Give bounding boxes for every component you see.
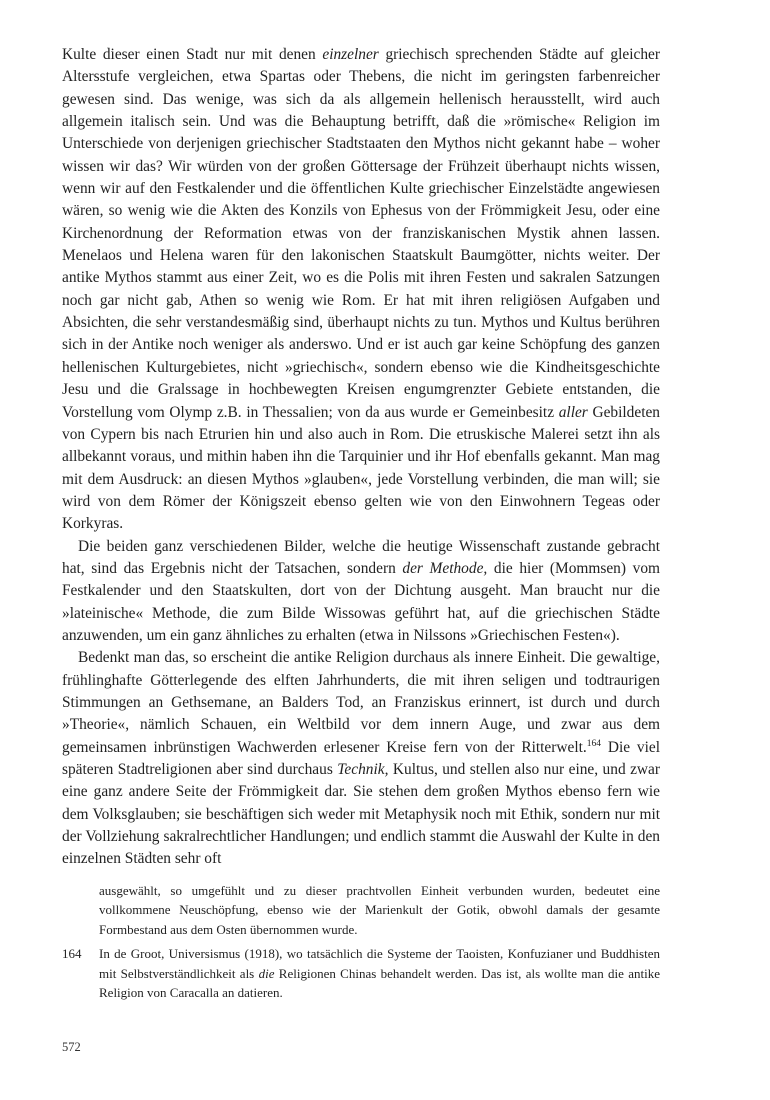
paragraph	[62, 647, 660, 870]
italic-text: Technik,	[337, 761, 389, 778]
footnote-164	[62, 944, 660, 1003]
italic-text: einzelner	[322, 46, 379, 63]
text-run: griechisch sprechenden Städte auf gleicher Altersstufe vergleichen, etwa Spartas oder Thebens, die nicht im geringsten farbenreicher gewesen sind. Das wenige, was sich da als allgemein hellenisch herausstellt, wird auch allgemein italisch sein. Und was die Behauptung betrifft, daß die »römische« Religion im Unterschiede von derjenigen griechischer Stadtstaaten den Mythos nicht gekannt habe – woher wissen wir das? Wir würden von der großen Göttersage der Frühzeit überhaupt nichts wissen, wenn wir auf den Festkalender und die öffentlichen Kulte griechischer Einzelstädte angewiesen wären, so wenig wie die Akten des Konzils von Ephesus von der Frömmigkeit Jesu, oder eine Kirchenordnung der Reformation etwas von der franziskanischen Mystik ahnen lassen. Menelaos und Helena waren für den lakonischen Staatskult Baumgötter, nichts weiter. Der antike Mythos stammt aus einer Zeit, wo es die Polis mit ihren Festen und sakralen Satzungen noch gar nicht gab, Athen so wenig wie Rom. Er hat mit ihren religiösen Aufgaben und Absichten, die sehr verstandesmäßig sind, überhaupt nichts zu tun. Mythos und Kultus berühren sich in der Antike noch weniger als anderswo. Und er ist auch gar keine Schöpfung des ganzen hellenischen Kulturgebietes, nicht »griechisch«, sondern ebenso wie die Kindheitsgeschichte Jesu und die Gralssage in hochbewegten Kreisen engumgrenzter Gebiete entstanden, die Vorstellung vom Olymp z.B. in Thessalien; von da aus wurde er Gemeinbesitz	[62, 46, 660, 421]
text-run: Die beiden ganz verschiedenen Bilder, welche die heutige Wissenschaft zustande gebracht hat, sind das Ergebnis nicht der Tatsachen, sondern	[62, 537, 660, 577]
footnote-continuation	[62, 881, 660, 940]
footnote-text	[99, 946, 660, 1000]
text-run: Kultus, und stellen also nur eine, und zwar eine ganz andere Seite der Frömmigkeit dar. Sie stehen dem großen Mythos ebenso fern wie dem Volksglauben; sie beschäftigen sich weder mit Metaphysik noch mit Ethik, sondern nur mit der Vollziehung sakralrechtlicher Handlungen; und endlich stammt die Auswahl der Kulte in den einzelnen Städten sehr oft	[62, 761, 660, 868]
text-run: Religionen Chinas behandelt werden. Das ist, als wollte man die antike Religion von Caracalla an datieren.	[99, 965, 660, 1001]
text-run: Gebildeten von Cypern bis nach Etrurien hin und also auch in Rom. Die etruskische Malerei setzt ihn als allbekannt voraus, und mithin haben ihn die Tarquinier und ihr Hof ebenfalls gekannt. Man mag mit dem Ausdruck: an diesen Mythos »glauben«, jede Vorstellung verbinden, die man will; sie wird von dem Römer der Königszeit ebenso gelten wie von den Einwohnern Tegeas oder Korkyras.	[62, 403, 660, 533]
text-run: Die viel späteren Stadtreligionen aber sind durchaus	[62, 738, 661, 778]
paragraph	[62, 536, 660, 648]
text-run: Kulte dieser einen Stadt nur mit denen	[62, 46, 323, 63]
footnote-ref: 164	[586, 738, 601, 749]
text-run: die hier (Mommsen) vom Festkalender und den Staatskulten, dort von der Dichtung ausgeht. Man braucht nur die »lateinische« Methode, die zum Bilde Wissowas geführt hat, auf die griechischen Städte anzuwenden, um ein ganz ähnliches zu erhalten (etwa in Nilssons »Griechischen Festen«).	[62, 559, 661, 644]
footnote-number: 164	[62, 946, 82, 962]
text-run: Bedenkt man das, so erscheint die antike Religion durchaus als innere Einheit. Die gewaltige, frühlinghafte Götterlegende des elften Jahrhunderts, die mit ihren seligen und todtraurigen Stimmungen an Gethsemane, an Balders Tod, an Franziskus erinnert, ist durch und durch »Theorie«, nämlich Schauen, ein Weltbild vor dem innern Auge, und zwar aus dem gemeinsamen inbrünstigen Wachwerden erlesener Kreise fern von der Ritterwelt.	[62, 649, 660, 756]
page-number: 572	[62, 1040, 81, 1054]
italic-text: der Methode,	[402, 559, 488, 577]
main-text	[62, 44, 660, 871]
italic-text: aller	[558, 403, 588, 421]
paragraph	[62, 44, 660, 536]
footnotes	[62, 881, 660, 1003]
text-run: ausgewählt, so umgefühlt und zu dieser prachtvollen Einheit verbunden wurden, bedeutet eine vollkommene Neuschöpfung, ebenso wie der Marienkult der Gotik, obwohl damals der gesamte Formbestand aus dem Osten übernommen wurde.	[99, 882, 660, 937]
text-run: In de Groot, Universismus (1918), wo tatsächlich die Systeme der Taoisten, Konfuzianer und Buddhisten mit Selbstverständlichkeit als	[99, 946, 660, 981]
italic-text: die	[258, 965, 275, 981]
page-content	[62, 44, 660, 1003]
